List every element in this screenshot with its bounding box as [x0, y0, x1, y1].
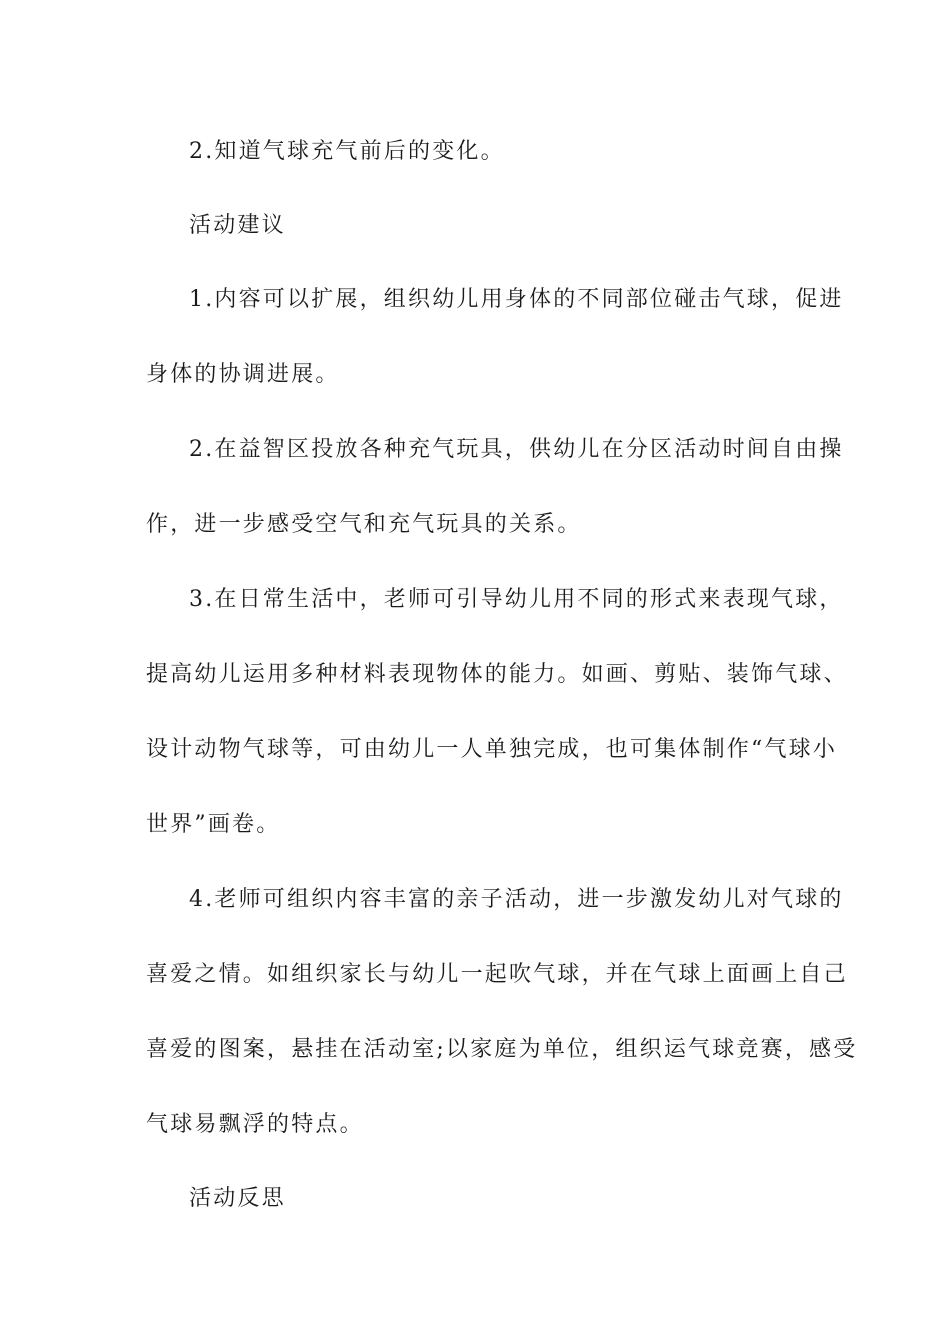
paragraph-line: 世界”画卷。 — [146, 812, 281, 837]
paragraph-line: 身体的协调进展。 — [146, 362, 340, 387]
paragraph-line: 4.老师可组织内容丰富的亲子活动，进一步激发幼儿对气球的 — [189, 887, 844, 912]
paragraph-line: 3.在日常生活中，老师可引导幼儿用不同的形式来表现气球， — [189, 587, 844, 612]
paragraph-line: 提高幼儿运用多种材料表现物体的能力。如画、剪贴、装饰气球、 — [146, 662, 848, 687]
paragraph-line: 气球易飘浮的特点。 — [146, 1112, 364, 1137]
paragraph-line: 设计动物气球等，可由幼儿一人单独完成，也可集体制作“气球小 — [146, 737, 838, 762]
paragraph-line: 1.内容可以扩展，组织幼儿用身体的不同部位碰击气球，促进 — [189, 287, 844, 312]
paragraph-line: 2.知道气球充气前后的变化。 — [189, 139, 505, 164]
paragraph-line: 喜爱的图案，悬挂在活动室;以家庭为单位，组织运气球竞赛，感受 — [146, 1037, 858, 1062]
paragraph-line: 喜爱之情。如组织家长与幼儿一起吹气球，并在气球上面画上自己 — [146, 962, 848, 987]
section-heading-activity-reflection: 活动反思 — [189, 1186, 286, 1211]
paragraph-line: 作，进一步感受空气和充气玩具的关系。 — [146, 512, 582, 537]
paragraph-line: 2.在益智区投放各种充气玩具，供幼儿在分区活动时间自由操 — [189, 437, 844, 462]
section-heading-activity-suggestions: 活动建议 — [189, 213, 286, 238]
